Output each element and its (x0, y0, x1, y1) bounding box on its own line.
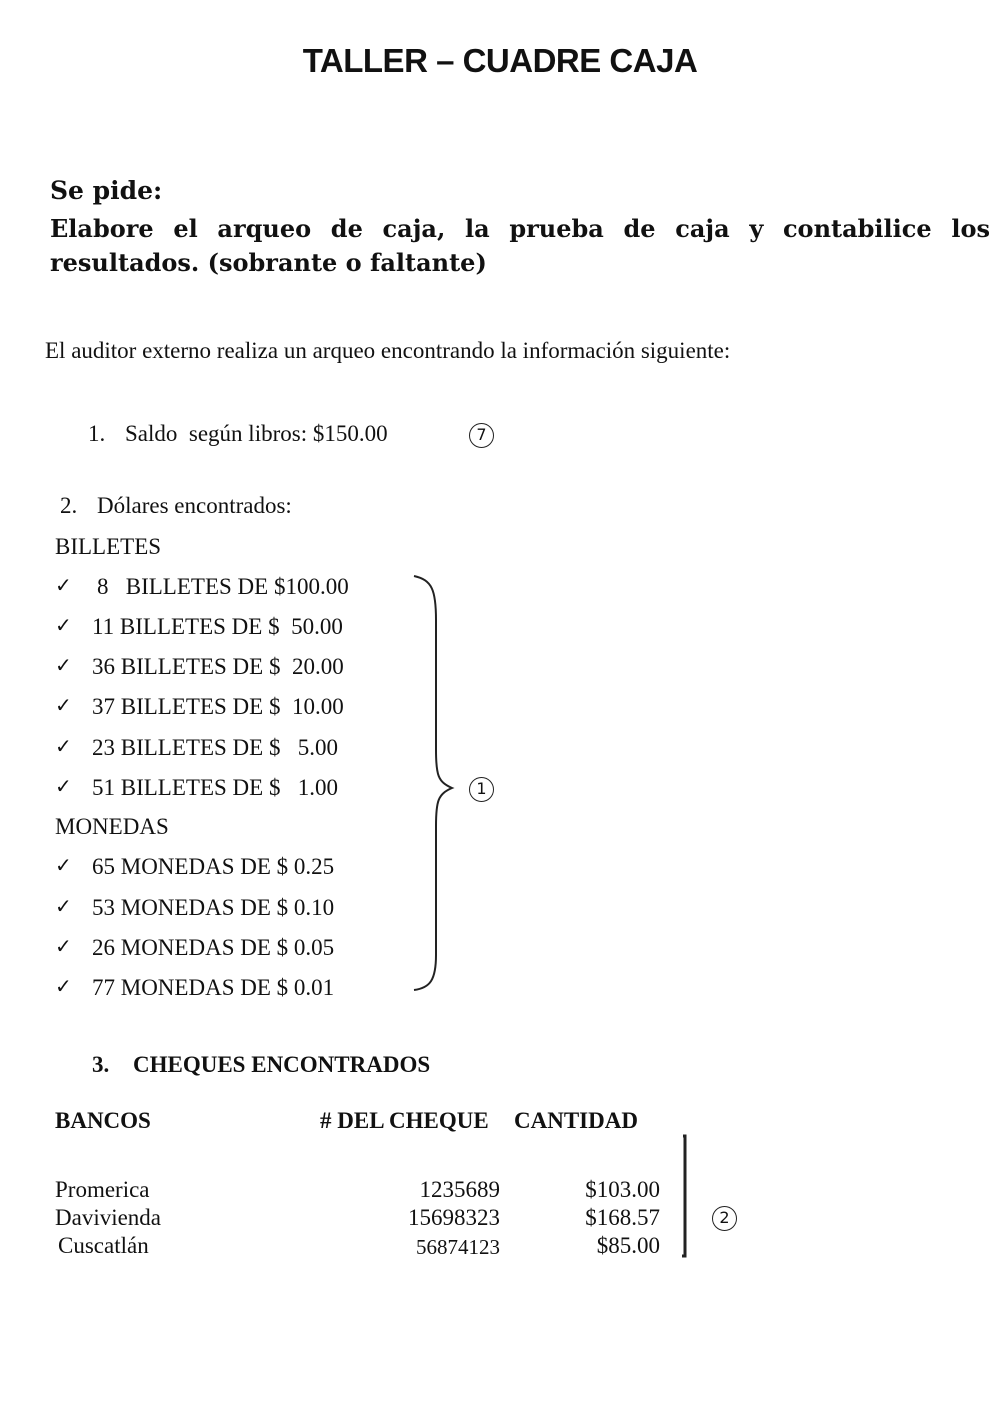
check-icon: ✓ (55, 573, 72, 597)
list-item (55, 573, 72, 597)
billete-item: 51 BILLETES DE $ 1.00 (92, 775, 338, 800)
list-item (55, 693, 72, 717)
check-icon: ✓ (55, 693, 72, 717)
list-item (55, 974, 72, 998)
list-item (55, 774, 72, 798)
item2-number: 2. (60, 493, 78, 518)
marker-1-icon: 1 (469, 777, 494, 802)
cell-bank: Cuscatlán (58, 1233, 149, 1258)
check-icon: ✓ (55, 774, 72, 798)
moneda-item: 26 MONEDAS DE $ 0.05 (92, 935, 335, 960)
cell-number: 15698323 (408, 1205, 500, 1230)
column-header-bank: BANCOS (55, 1108, 151, 1133)
check-icon: ✓ (55, 934, 72, 958)
request-text: Elabore el arqueo de caja, la prueba de caja y contabilice los resultados. (sobrante o faltante) (50, 214, 990, 277)
cell-amount: $103.00 (585, 1177, 660, 1202)
list-item (55, 653, 72, 677)
list-item (55, 894, 72, 918)
item2-text: Dólares encontrados: (97, 493, 292, 518)
moneda-item: 65 MONEDAS DE $ 0.25 (92, 854, 335, 879)
check-icon: ✓ (55, 853, 72, 877)
billete-item: 36 BILLETES DE $ 20.00 (92, 654, 344, 679)
check-icon: ✓ (55, 653, 72, 677)
billete-item: 23 BILLETES DE $ 5.00 (92, 735, 338, 760)
curly-brace-icon (410, 570, 470, 995)
list-item (55, 613, 72, 637)
check-icon: ✓ (55, 734, 72, 758)
item1-number: 1. (88, 421, 106, 446)
item3-text: CHEQUES ENCONTRADOS (133, 1052, 431, 1077)
check-icon: ✓ (55, 613, 72, 637)
cell-number: 56874123 (416, 1235, 500, 1259)
cell-bank: Promerica (55, 1177, 150, 1202)
marker-2-icon: 2 (712, 1206, 737, 1231)
monedas-heading: MONEDAS (55, 814, 169, 839)
request-label: Se pide: (50, 176, 163, 205)
billete-item: 37 BILLETES DE $ 10.00 (92, 694, 344, 719)
bracket-line-icon (678, 1133, 692, 1259)
cell-bank: Davivienda (55, 1205, 162, 1230)
cell-amount: $168.57 (585, 1205, 660, 1230)
list-item (55, 734, 72, 758)
item3-number: 3. (92, 1052, 110, 1077)
cell-amount: $85.00 (596, 1233, 660, 1258)
list-item (55, 934, 72, 958)
marker-7-icon: 7 (469, 423, 494, 448)
check-icon: ✓ (55, 894, 72, 918)
cell-number: 1235689 (419, 1177, 500, 1202)
page-title: TALLER – CUADRE CAJA (302, 42, 698, 79)
billete-item: 11 BILLETES DE $ 50.00 (92, 614, 343, 639)
billetes-heading: BILLETES (55, 534, 162, 559)
column-header-number: # DEL CHEQUE (320, 1108, 489, 1133)
column-header-amount: CANTIDAD (514, 1108, 638, 1133)
moneda-item: 77 MONEDAS DE $ 0.01 (92, 975, 335, 1000)
intro-text: El auditor externo realiza un arqueo encontrando la información siguiente: (45, 338, 731, 363)
billete-item: 8 BILLETES DE $100.00 (97, 574, 349, 599)
list-item (55, 853, 72, 877)
check-icon: ✓ (55, 974, 72, 998)
moneda-item: 53 MONEDAS DE $ 0.10 (92, 895, 335, 920)
item1-text: Saldo según libros: $150.00 (125, 421, 388, 446)
